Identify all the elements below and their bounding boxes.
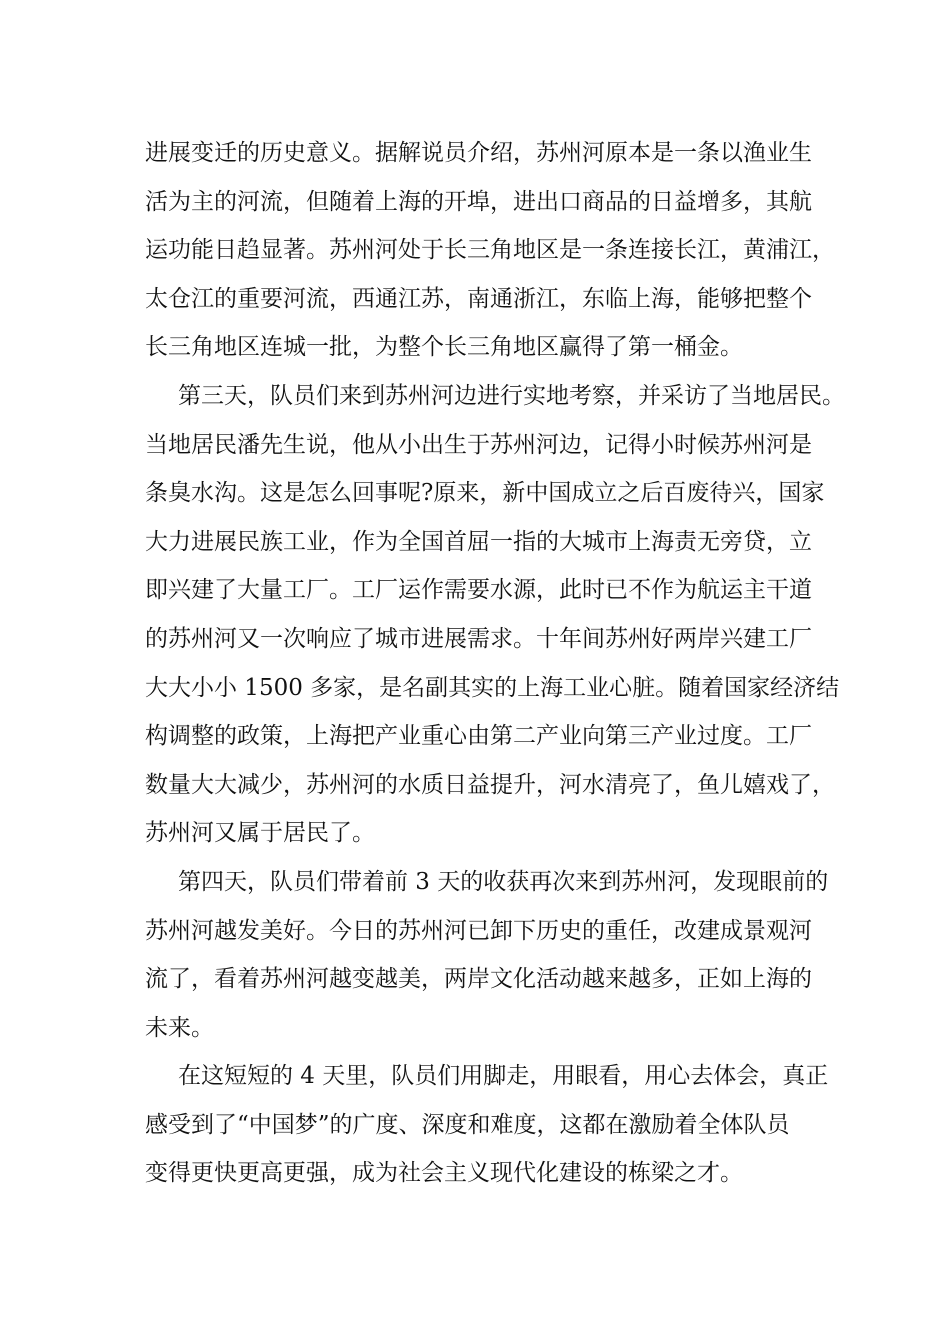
text-line: 变得更快更高更强，成为社会主义现代化建设的栋梁之才。 [145,1160,743,1187]
text-line: 即兴建了大量工厂。工厂运作需要水源，此时已不作为航运主干道 [145,577,812,604]
text-line: 苏州河越发美好。今日的苏州河已卸下历史的重任，改建成景观河 [145,917,812,944]
text-line: 条臭水沟。这是怎么回事呢?原来，新中国成立之后百废待兴，国家 [145,480,825,507]
paragraph-first-line: 第三天，队员们来到苏州河边进行实地考察，并采访了当地居民。 [178,382,845,409]
text-line: 构调整的政策，上海把产业重心由第二产业向第三产业过度。工厂 [145,723,812,750]
text-line: 苏州河又属于居民了。 [145,820,375,847]
document-body [145,129,845,1198]
text-line: 的苏州河又一次响应了城市进展需求。十年间苏州好两岸兴建工厂 [145,625,812,652]
text-line: 当地居民潘先生说，他从小出生于苏州河边，记得小时候苏州河是 [145,431,812,458]
text-line: 数量大大减少，苏州河的水质日益提升，河水清亮了，鱼儿嬉戏了， [145,771,835,798]
text-line: 运功能日趋显著。苏州河处于长三角地区是一条连接长江，黄浦江， [145,237,835,264]
paragraph-first-line: 在这短短的 4 天里，队员们用脚走，用眼看，用心去体会，真正 [178,1063,829,1090]
text-line: 长三角地区连城一批，为整个长三角地区赢得了第一桶金。 [145,334,743,361]
text-line: 感受到了“中国梦”的广度、深度和难度，这都在激励着全体队员 [145,1111,790,1138]
text-line: 流了，看着苏州河越变越美，两岸文化活动越来越多，正如上海的 [145,966,812,993]
text-line: 太仓江的重要河流，西通江苏，南通浙江，东临上海，能够把整个 [145,285,812,312]
text-line: 大大小小 1500 多家，是名副其实的上海工业心脏。随着国家经济结 [145,674,840,701]
text-line: 大力进展民族工业，作为全国首屈一指的大城市上海责无旁贷，立 [145,528,812,555]
text-line: 活为主的河流，但随着上海的开埠，进出口商品的日益增多，其航 [145,188,812,215]
text-line: 未来。 [145,1014,214,1041]
paragraph-first-line: 第四天，队员们带着前 3 天的收获再次来到苏州河，发现眼前的 [178,868,829,895]
text-line: 进展变迁的历史意义。据解说员介绍，苏州河原本是一条以渔业生 [145,140,812,166]
